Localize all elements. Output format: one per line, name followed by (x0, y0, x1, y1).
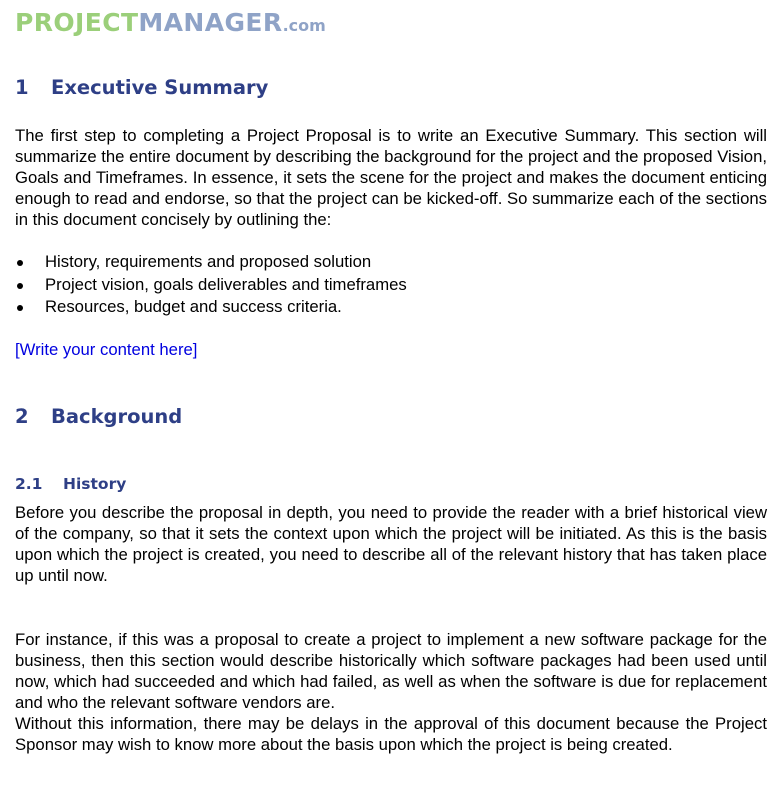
bullet-item (15, 274, 407, 297)
content-placeholder[interactable]: [Write your content here] (15, 340, 198, 359)
projectmanager-logo (15, 8, 326, 41)
section-number: 2 (15, 405, 29, 428)
subsection-title: History (63, 475, 127, 493)
bullet-text: History, requirements and proposed solution (45, 252, 372, 271)
executive-summary-bullet-list (15, 251, 407, 319)
history-paragraph: Without this information, there may be delays in the approval of this document because the Project Sponsor may wish to know more about the basis upon which the project is being created. (15, 714, 767, 754)
logo-part-manager: MANAGER (138, 8, 283, 37)
bullet-icon (17, 305, 23, 311)
section-number: 1 (15, 76, 29, 99)
history-paragraph: For instance, if this was a proposal to create a project to implement a new software package for the business, then this section would describe historically which software packages had been used until now, which had succeeded and which had failed, as well as when the software is due for replacement and who the relevant software vendors are. (15, 630, 767, 712)
history-paragraph: Before you describe the proposal in depth, you need to provide the reader with a brief historical view of the company, so that it sets the context upon which the project will be initiated. As this is the basis upon which the project is created, you need to describe all of the relevant history that has taken place up until now. (15, 503, 767, 585)
section-title: Background (51, 405, 183, 428)
bullet-item (15, 296, 407, 319)
bullet-item (15, 251, 407, 274)
subsection-heading-history (15, 475, 126, 493)
bullet-icon (17, 260, 23, 266)
logo-part-project: PROJECT (15, 8, 139, 37)
section-heading-background (15, 405, 182, 428)
bullet-icon (17, 283, 23, 289)
section-title: Executive Summary (51, 76, 269, 99)
logo-part-domain: .com (282, 16, 326, 35)
bullet-text: Project vision, goals deliverables and timeframes (45, 274, 407, 294)
subsection-number: 2.1 (15, 475, 43, 493)
bullet-text: Resources, budget and success criteria. (45, 297, 342, 316)
section-heading-executive-summary (15, 76, 268, 99)
executive-summary-paragraph: The first step to completing a Project Proposal is to write an Executive Summary. This section will summarize the entire document by describing the background for the project and the proposed Vision, Goals and Timeframes. In essence, it sets the scene for the project and makes the document enticing enough to read and endorse, so that the project can be kicked-off. So summarize each of the sections in this document concisely by outlining the: (15, 126, 767, 229)
